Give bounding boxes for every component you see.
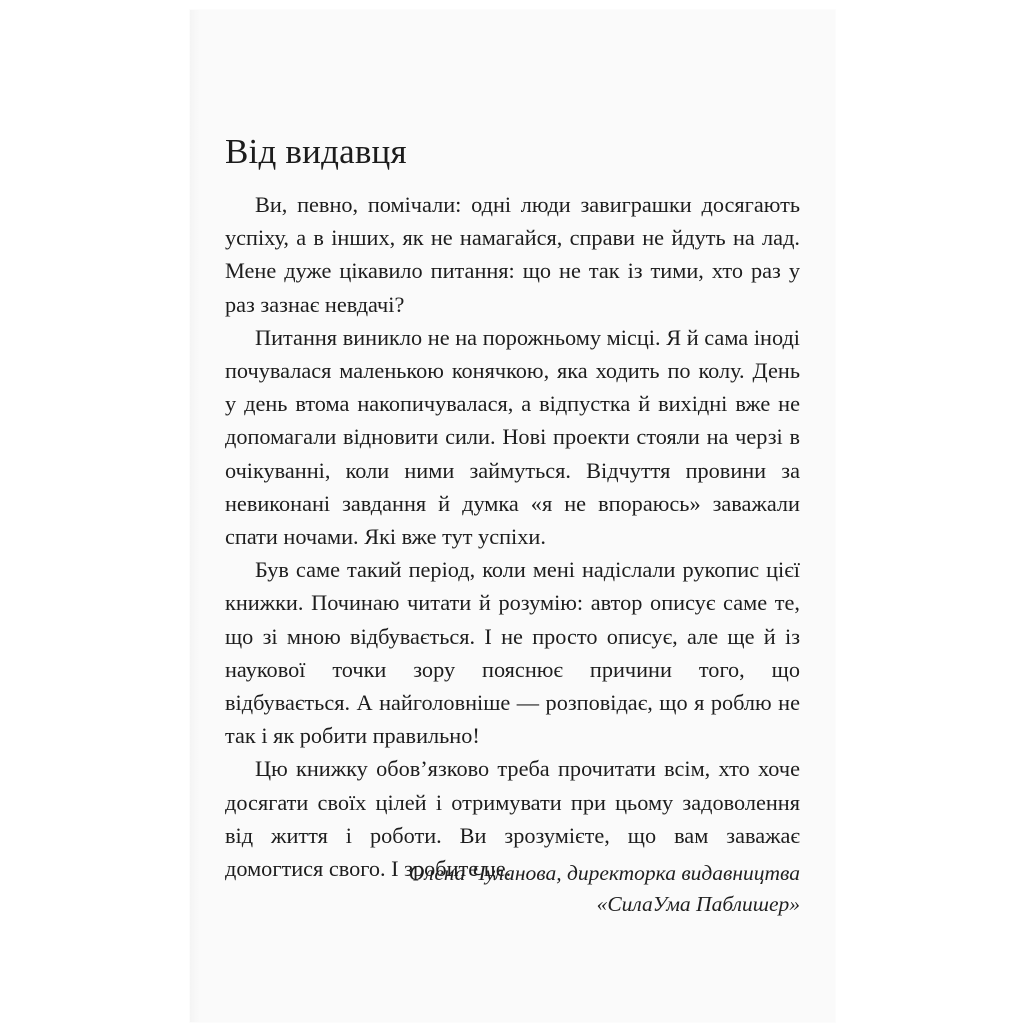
publisher-signature xyxy=(225,858,800,920)
signature-name-line: Олена Чуланова, директорка видавництва xyxy=(408,861,800,885)
book-page xyxy=(190,10,835,1022)
paragraph: Був саме такий період, коли мені надіслали рукопис цієї книжки. Починаю читати й розумію: автор описує саме те, що зі мною відбувається. І не просто описує, але ще й із наукової точки зору пояснює причини того, що відбувається. А найголовніше — розповідає, що я роблю не так і як робити правильно! xyxy=(225,557,800,749)
signature-imprint-line: «СилаУма Паблишер» xyxy=(596,892,800,916)
paragraph: Цю книжку обов’язково треба прочитати всім, хто хоче досягати своїх цілей і отримувати при цьому задоволення від життя і роботи. Ви зрозумієте, що вам заважає домогтися свого. І зробите це. xyxy=(225,756,800,882)
paragraph: Питання виникло не на порожньому місці. Я й сама іноді почувалася маленькою конячкою, яка ходить по колу. День у день втома накопичувалася, а відпустка й вихідні вже не допомагали відновити сили. Нові проекти стояли на черзі в очікуванні, коли ними займуться. Відчуття провини за невиконані завдання й думка «я не впораюсь» заважали спати ночами. Які вже тут успіхи. xyxy=(225,324,800,550)
page-text-column xyxy=(225,10,800,1022)
body-text xyxy=(225,188,800,885)
page-gutter-shading xyxy=(190,10,200,1022)
paragraph: Ви, певно, помічали: одні люди завиграшки досягають успіху, а в інших, як не намагайся, справи не йдуть на лад. Мене дуже цікавило питання: що не так із тими, хто раз у раз зазнає невдачі? xyxy=(225,192,800,317)
page-title: Від видавця xyxy=(225,132,407,172)
